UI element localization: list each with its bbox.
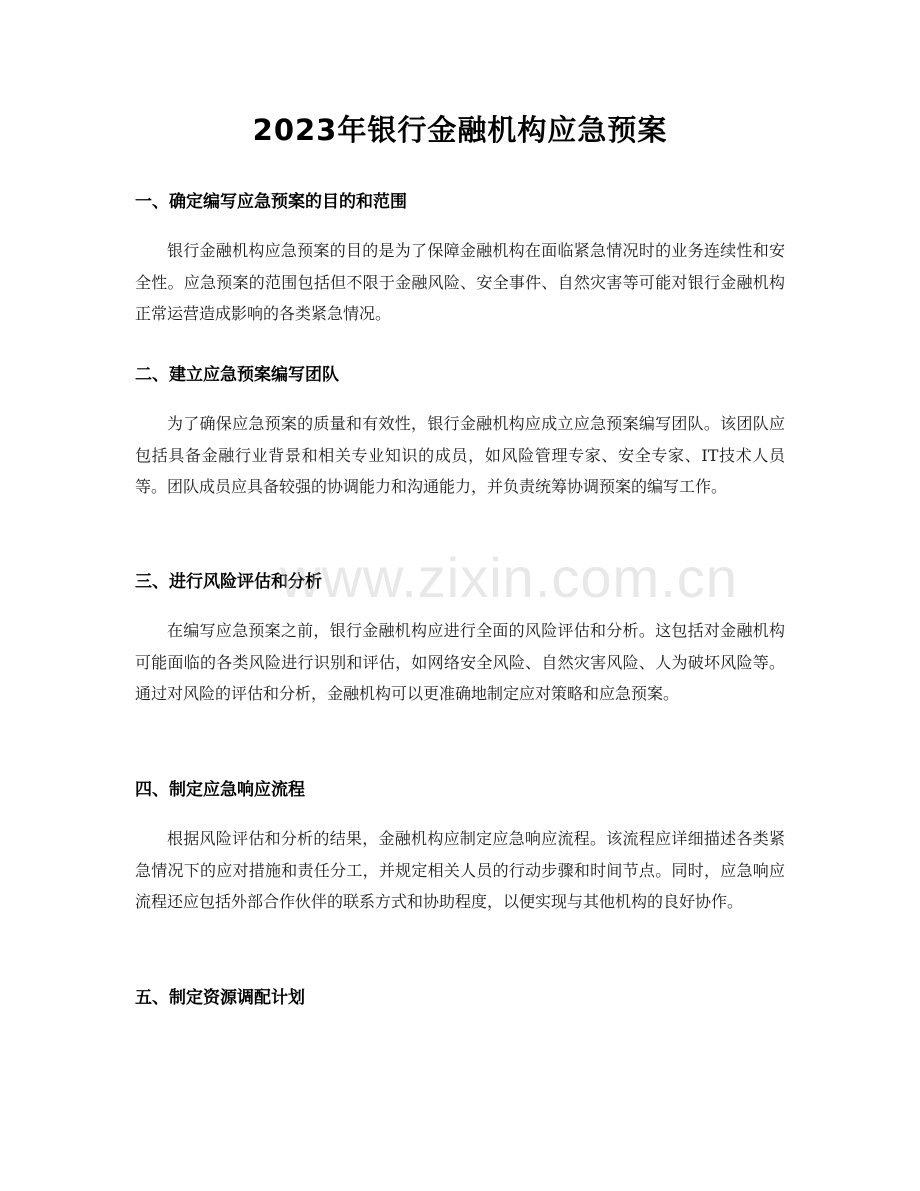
- section-heading: 四、制定应急响应流程: [135, 780, 305, 800]
- section-heading: 二、建立应急预案编写团队: [135, 365, 339, 385]
- section-paragraph: 根据风险评估和分析的结果，金融机构应制定应急响应流程。该流程应详细描述各类紧急情况下的应对措施和责任分工，并规定相关人员的行动步骤和时间节点。同时，应急响应流程还应包括外部合作伙伴的联系方式和协助程度，以便实现与其他机构的良好协作。: [135, 829, 785, 911]
- section-heading: 三、进行风险评估和分析: [135, 572, 322, 592]
- section-paragraph: 在编写应急预案之前，银行金融机构应进行全面的风险评估和分析。这包括对金融机构可能面临的各类风险进行识别和评估，如网络安全风险、自然灾害风险、人为破坏风险等。通过对风险的评估和分析，金融机构可以更准确地制定应对策略和应急预案。: [135, 621, 785, 703]
- watermark-text: www.zixin.com.cn: [280, 546, 738, 609]
- section-paragraph: 为了确保应急预案的质量和有效性，银行金融机构应成立应急预案编写团队。该团队应包括具备金融行业背景和相关专业知识的成员，如风险管理专家、安全专家、IT技术人员等。团队成员应具备较强的协调能力和沟通能力，并负责统筹协调预案的编写工作。: [135, 414, 785, 496]
- section-paragraph: 银行金融机构应急预案的目的是为了保障金融机构在面临紧急情况时的业务连续性和安全性。应急预案的范围包括但不限于金融风险、安全事件、自然灾害等可能对银行金融机构正常运营造成影响的各类紧急情况。: [135, 241, 785, 323]
- section-heading: 一、确定编写应急预案的目的和范围: [135, 192, 407, 212]
- section-heading: 五、制定资源调配计划: [135, 988, 305, 1008]
- section-1: [135, 190, 785, 330]
- section-4: [135, 778, 785, 918]
- section-5: [135, 986, 785, 1010]
- document-title: 2023年银行金融机构应急预案: [252, 113, 668, 147]
- section-2: [135, 363, 785, 503]
